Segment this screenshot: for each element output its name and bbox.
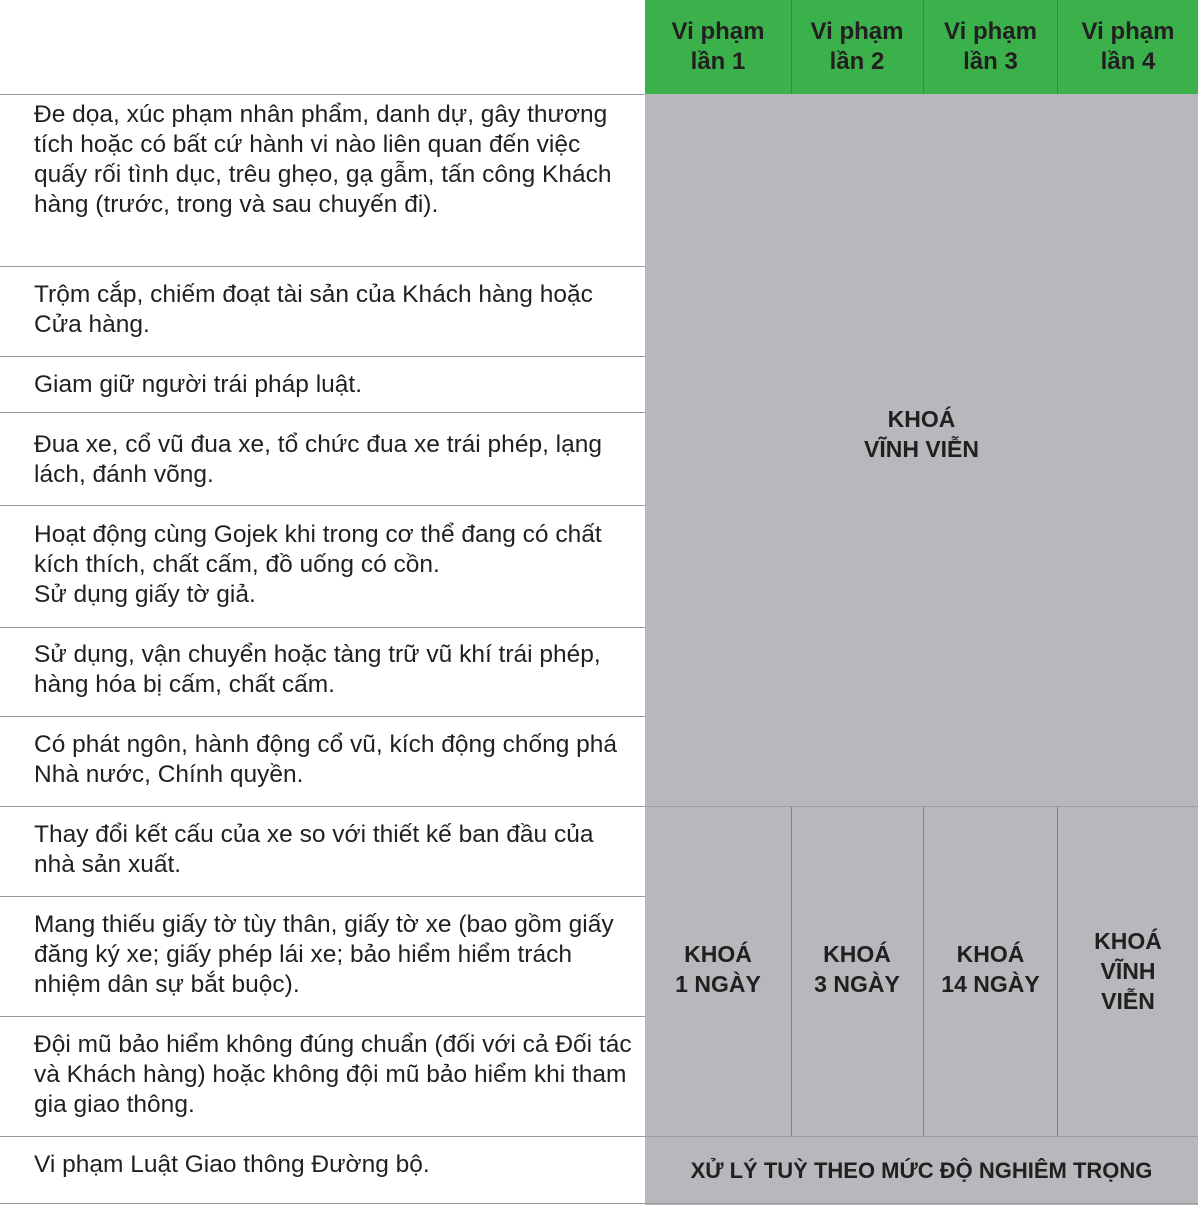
row-divider [0,1136,1198,1137]
violation-row-4: Đua xe, cổ vũ đua xe, tổ chức đua xe trái phép, lạng lách, đánh võng. [34,431,602,488]
header-divider [791,0,792,94]
penalty-permanent-label: KHOÁ VĨNH VIỄN [863,406,980,462]
row-divider [0,716,645,717]
column-header-lan-4: Vi phạm lần 4 [1081,18,1175,75]
row-divider [0,94,645,95]
penalty-severity-label: XỬ LÝ TUỲ THEO MỨC ĐỘ NGHIÊM TRỌNG [690,1158,1153,1183]
violation-row-11: Vi phạm Luật Giao thông Đường bộ. [34,1151,430,1178]
row-divider [0,1016,645,1017]
penalty-lan-4: KHOÁ VĨNH VIỄN [1094,928,1162,1014]
violation-row-10: Đội mũ bảo hiểm không đúng chuẩn (đối với cả Đối tác và Khách hàng) hoặc không đội mũ bảo hiểm khi tham gia giao thông. [34,1031,632,1118]
header-divider [923,0,924,94]
row-divider [0,266,645,267]
violation-row-8: Thay đổi kết cấu của xe so với thiết kế ban đầu của nhà sản xuất. [34,821,594,878]
violation-row-5: Hoạt động cùng Gojek khi trong cơ thể đang có chất kích thích, chất cấm, đồ uống có cồn. Sử dụng giấy tờ giả. [34,521,602,608]
column-header-lan-2: Vi phạm lần 2 [810,18,904,75]
penalty-lan-3: KHOÁ 14 NGÀY [941,941,1040,997]
violation-row-2: Trộm cắp, chiếm đoạt tài sản của Khách hàng hoặc Cửa hàng. [34,281,593,338]
row-divider [0,1203,1198,1204]
violation-row-6: Sử dụng, vận chuyển hoặc tàng trữ vũ khí trái phép, hàng hóa bị cấm, chất cấm. [34,641,601,698]
column-header-lan-3: Vi phạm lần 3 [944,18,1037,75]
header-divider [1057,0,1058,94]
row-divider [0,356,645,357]
row-divider [0,806,1198,807]
violation-row-7: Có phát ngôn, hành động cổ vũ, kích động chống phá Nhà nước, Chính quyền. [34,731,618,788]
row-divider [0,412,645,413]
row-divider [0,627,645,628]
row-divider [0,505,645,506]
column-header-lan-1: Vi phạm lần 1 [671,18,765,75]
penalty-lan-2: KHOÁ 3 NGÀY [814,941,900,997]
violation-row-1: Đe dọa, xúc phạm nhân phẩm, danh dự, gây thương tích hoặc có bất cứ hành vi nào liên quan đến việc quấy rối tình dục, trêu ghẹo, gạ gẫm, tấn công Khách hàng (trước, trong và sau chuyến đi). [34,101,612,218]
penalty-lan-1: KHOÁ 1 NGÀY [675,941,761,997]
header-blank-cell [0,0,645,94]
violation-row-9: Mang thiếu giấy tờ tùy thân, giấy tờ xe (bao gồm giấy đăng ký xe; giấy phép lái xe; bảo hiểm hiểm trách nhiệm dân sự bắt buộc). [34,911,614,998]
row-divider [0,896,645,897]
violation-row-3: Giam giữ người trái pháp luật. [34,371,363,398]
